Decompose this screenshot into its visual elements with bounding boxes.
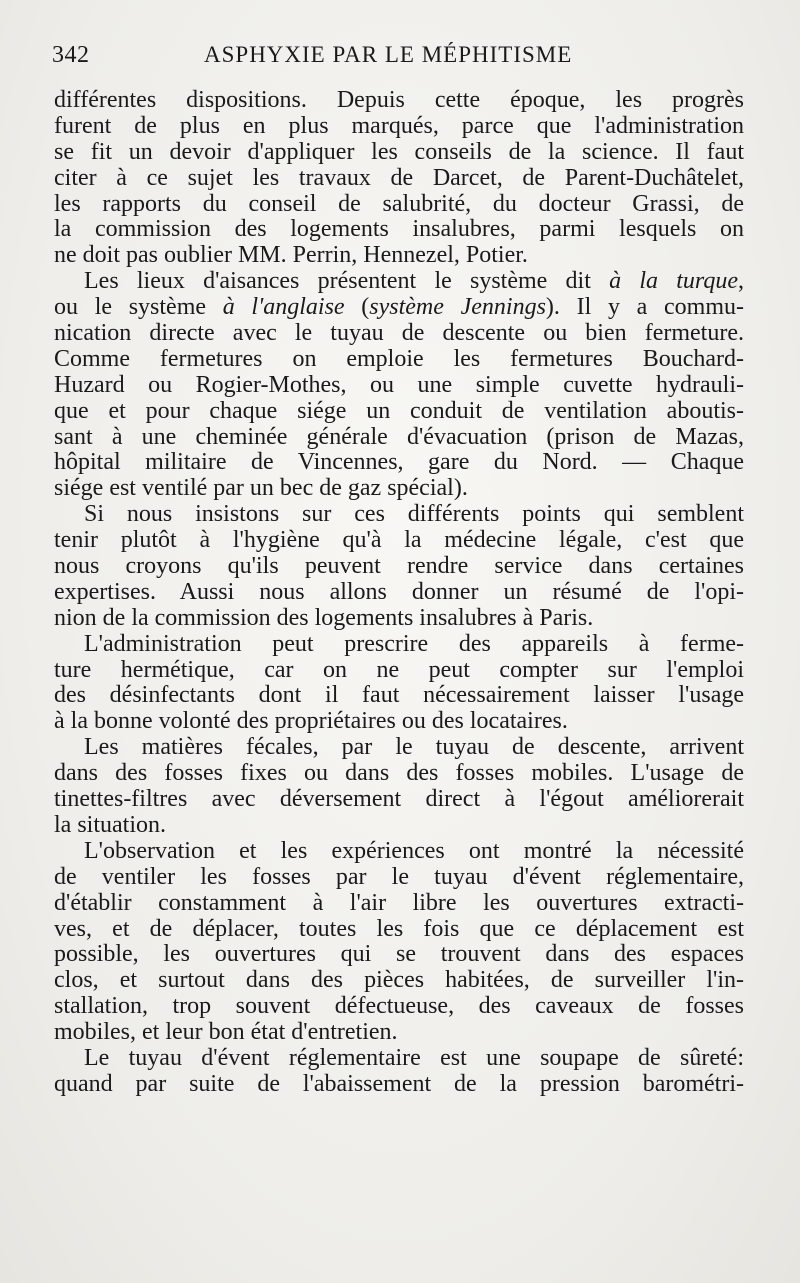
text-line: L'observation et les expériences ont montré la nécessité: [84, 837, 744, 864]
text-line: Comme fermetures on emploie les fermetures Bouchard-: [54, 345, 744, 372]
text-line: sant à une cheminée générale d'évacuation (prison de Mazas,: [54, 423, 744, 450]
text-line: dans des fosses fixes ou dans des fosses mobiles. L'usage de: [54, 760, 744, 787]
page-number: 342: [52, 42, 90, 68]
text-line: que et pour chaque siége un conduit de ventilation aboutis-: [54, 397, 744, 424]
text-line: des désinfectants dont il faut nécessairement laisser l'usage: [54, 682, 744, 709]
text-line: se fit un devoir d'appliquer les conseils de la science. Il faut: [54, 138, 744, 165]
text-line: nous croyons qu'ils peuvent rendre service dans certaines: [54, 553, 744, 580]
running-title: ASPHYXIE PAR LE MÉPHITISME: [204, 42, 573, 67]
text-line: mobiles, et leur bon état d'entretien.: [54, 1019, 398, 1046]
text-line: ne doit pas oublier MM. Perrin, Hennezel, Potier.: [54, 242, 528, 269]
text-line: expertises. Aussi nous allons donner un résumé de l'opi-: [54, 578, 744, 605]
text-line: citer à ce sujet les travaux de Darcet, de Parent-Duchâtelet,: [54, 164, 744, 191]
text-line: de ventiler les fosses par le tuyau d'évent réglementaire,: [54, 863, 744, 890]
text-line: à la bonne volonté des propriétaires ou des locataires.: [54, 708, 568, 735]
body-text: [54, 88, 744, 1098]
text-line: Si nous insistons sur ces différents points qui semblent: [84, 501, 744, 528]
text-line: Le tuyau d'évent réglementaire est une soupape de sûreté:: [84, 1044, 744, 1071]
text-line: d'établir constamment à l'air libre les ouvertures extracti-: [54, 889, 744, 916]
text-line: hôpital militaire de Vincennes, gare du Nord. — Chaque: [54, 449, 744, 476]
text-line: les rapports du conseil de salubrité, du docteur Grassi, de: [54, 190, 744, 217]
text-line: ture hermétique, car on ne peut compter sur l'emploi: [54, 656, 744, 683]
text-line: possible, les ouvertures qui se trouvent dans des espaces: [54, 941, 744, 968]
page-header: [52, 42, 752, 78]
text-line: clos, et surtout dans des pièces habitées, de surveiller l'in-: [54, 967, 744, 994]
text-line: furent de plus en plus marqués, parce que l'administration: [54, 112, 744, 139]
text-line: différentes dispositions. Depuis cette époque, les progrès: [54, 87, 744, 113]
text-line: siége est ventilé par un bec de gaz spécial).: [54, 475, 468, 502]
text-line: L'administration peut prescrire des appareils à ferme-: [84, 630, 744, 657]
text-line: stallation, trop souvent défectueuse, des caveaux de fosses: [54, 993, 744, 1020]
text-line: nication directe avec le tuyau de descente ou bien fermeture.: [54, 320, 744, 347]
text-line: quand par suite de l'abaissement de la pression barométri-: [54, 1070, 744, 1097]
text-line: Huzard ou Rogier-Mothes, ou une simple cuvette hydrauli-: [54, 371, 744, 398]
text-line: tenir plutôt à l'hygiène qu'à la médecine légale, c'est que: [54, 527, 744, 554]
text-line: la situation.: [54, 811, 166, 838]
text-line: la commission des logements insalubres, parmi lesquels on: [54, 216, 744, 243]
text-line: Les lieux d'aisances présentent le système dit à la turque,: [84, 268, 744, 295]
text-line: tinettes-filtres avec déversement direct à l'égout améliorerait: [54, 786, 744, 813]
text-line: ou le système à l'anglaise (système Jennings). Il y a commu-: [54, 294, 744, 321]
text-line: ves, et de déplacer, toutes les fois que ce déplacement est: [54, 915, 744, 942]
text-line: Les matières fécales, par le tuyau de descente, arrivent: [84, 734, 744, 761]
text-line: nion de la commission des logements insalubres à Paris.: [54, 604, 594, 631]
